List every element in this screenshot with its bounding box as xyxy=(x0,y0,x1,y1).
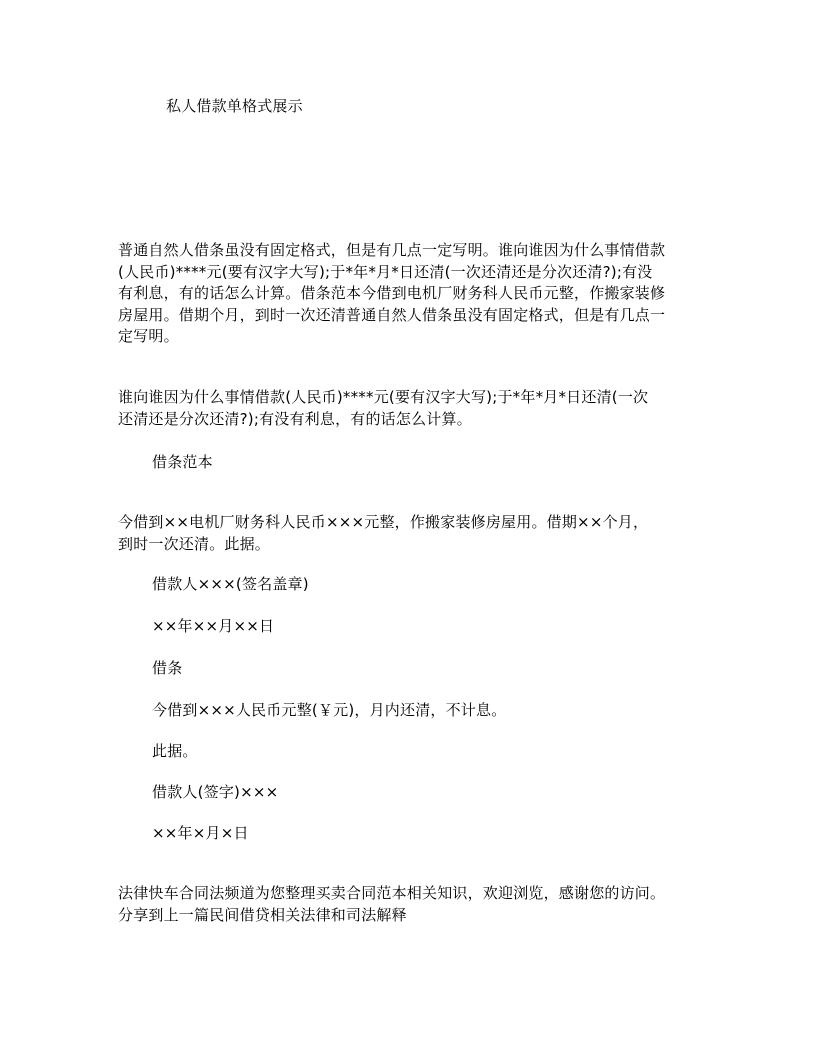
intro-line: 普通自然人借条虽没有固定格式，但是有几点一定写明。谁向谁因为什么事情借款 xyxy=(118,241,666,259)
document-title: 私人借款单格式展示 xyxy=(166,97,303,115)
intro-line: (人民币)****元(要有汉字大写);于*年*月*日还清(一次还清还是分次还清?);有没 xyxy=(118,262,653,281)
intro-paragraph xyxy=(118,240,708,348)
footer-paragraph xyxy=(118,883,708,926)
sample-signer: 借款人×××(签名盖章) xyxy=(152,575,309,593)
intro-line: 房屋用。借期个月，到时一次还清普通自然人借条虽没有固定格式，但是有几点一 xyxy=(118,305,666,324)
sample-body-line: 今借到××电机厂财务科人民币×××元整，作搬家装修房屋用。借期××个月， xyxy=(118,513,649,531)
intro-line: 定写明。 xyxy=(118,327,179,345)
note-signer: 借款人(签字)××× xyxy=(152,783,279,801)
footer-line: 法律快车合同法频道为您整理买卖合同范本相关知识，欢迎浏览，感谢您的访问。 xyxy=(118,884,666,902)
footer-line: 分享到上一篇民间借贷相关法律和司法解释 xyxy=(118,905,407,924)
note-closing: 此据。 xyxy=(152,742,198,760)
sample-body xyxy=(118,512,708,555)
note-body: 今借到×××人民币元整(￥元)，月内还清，不计息。 xyxy=(152,701,507,719)
intro-line: 有利息，有的话怎么计算。借条范本今借到电机厂财务科人民币元整，作搬家装修 xyxy=(118,284,666,302)
sample-heading: 借条范本 xyxy=(152,453,213,471)
second-line: 谁向谁因为什么事情借款(人民币)****元(要有汉字大写);于*年*月*日还清(一次 xyxy=(118,388,649,406)
second-line: 还清还是分次还清?);有没有利息，有的话怎么计算。 xyxy=(118,409,472,428)
sample-date: ××年××月××日 xyxy=(152,617,275,635)
note-date: ××年×月×日 xyxy=(152,824,249,842)
sample-body-line: 到时一次还清。此据。 xyxy=(118,534,271,553)
note-heading: 借条 xyxy=(152,659,183,677)
second-paragraph xyxy=(118,387,708,430)
